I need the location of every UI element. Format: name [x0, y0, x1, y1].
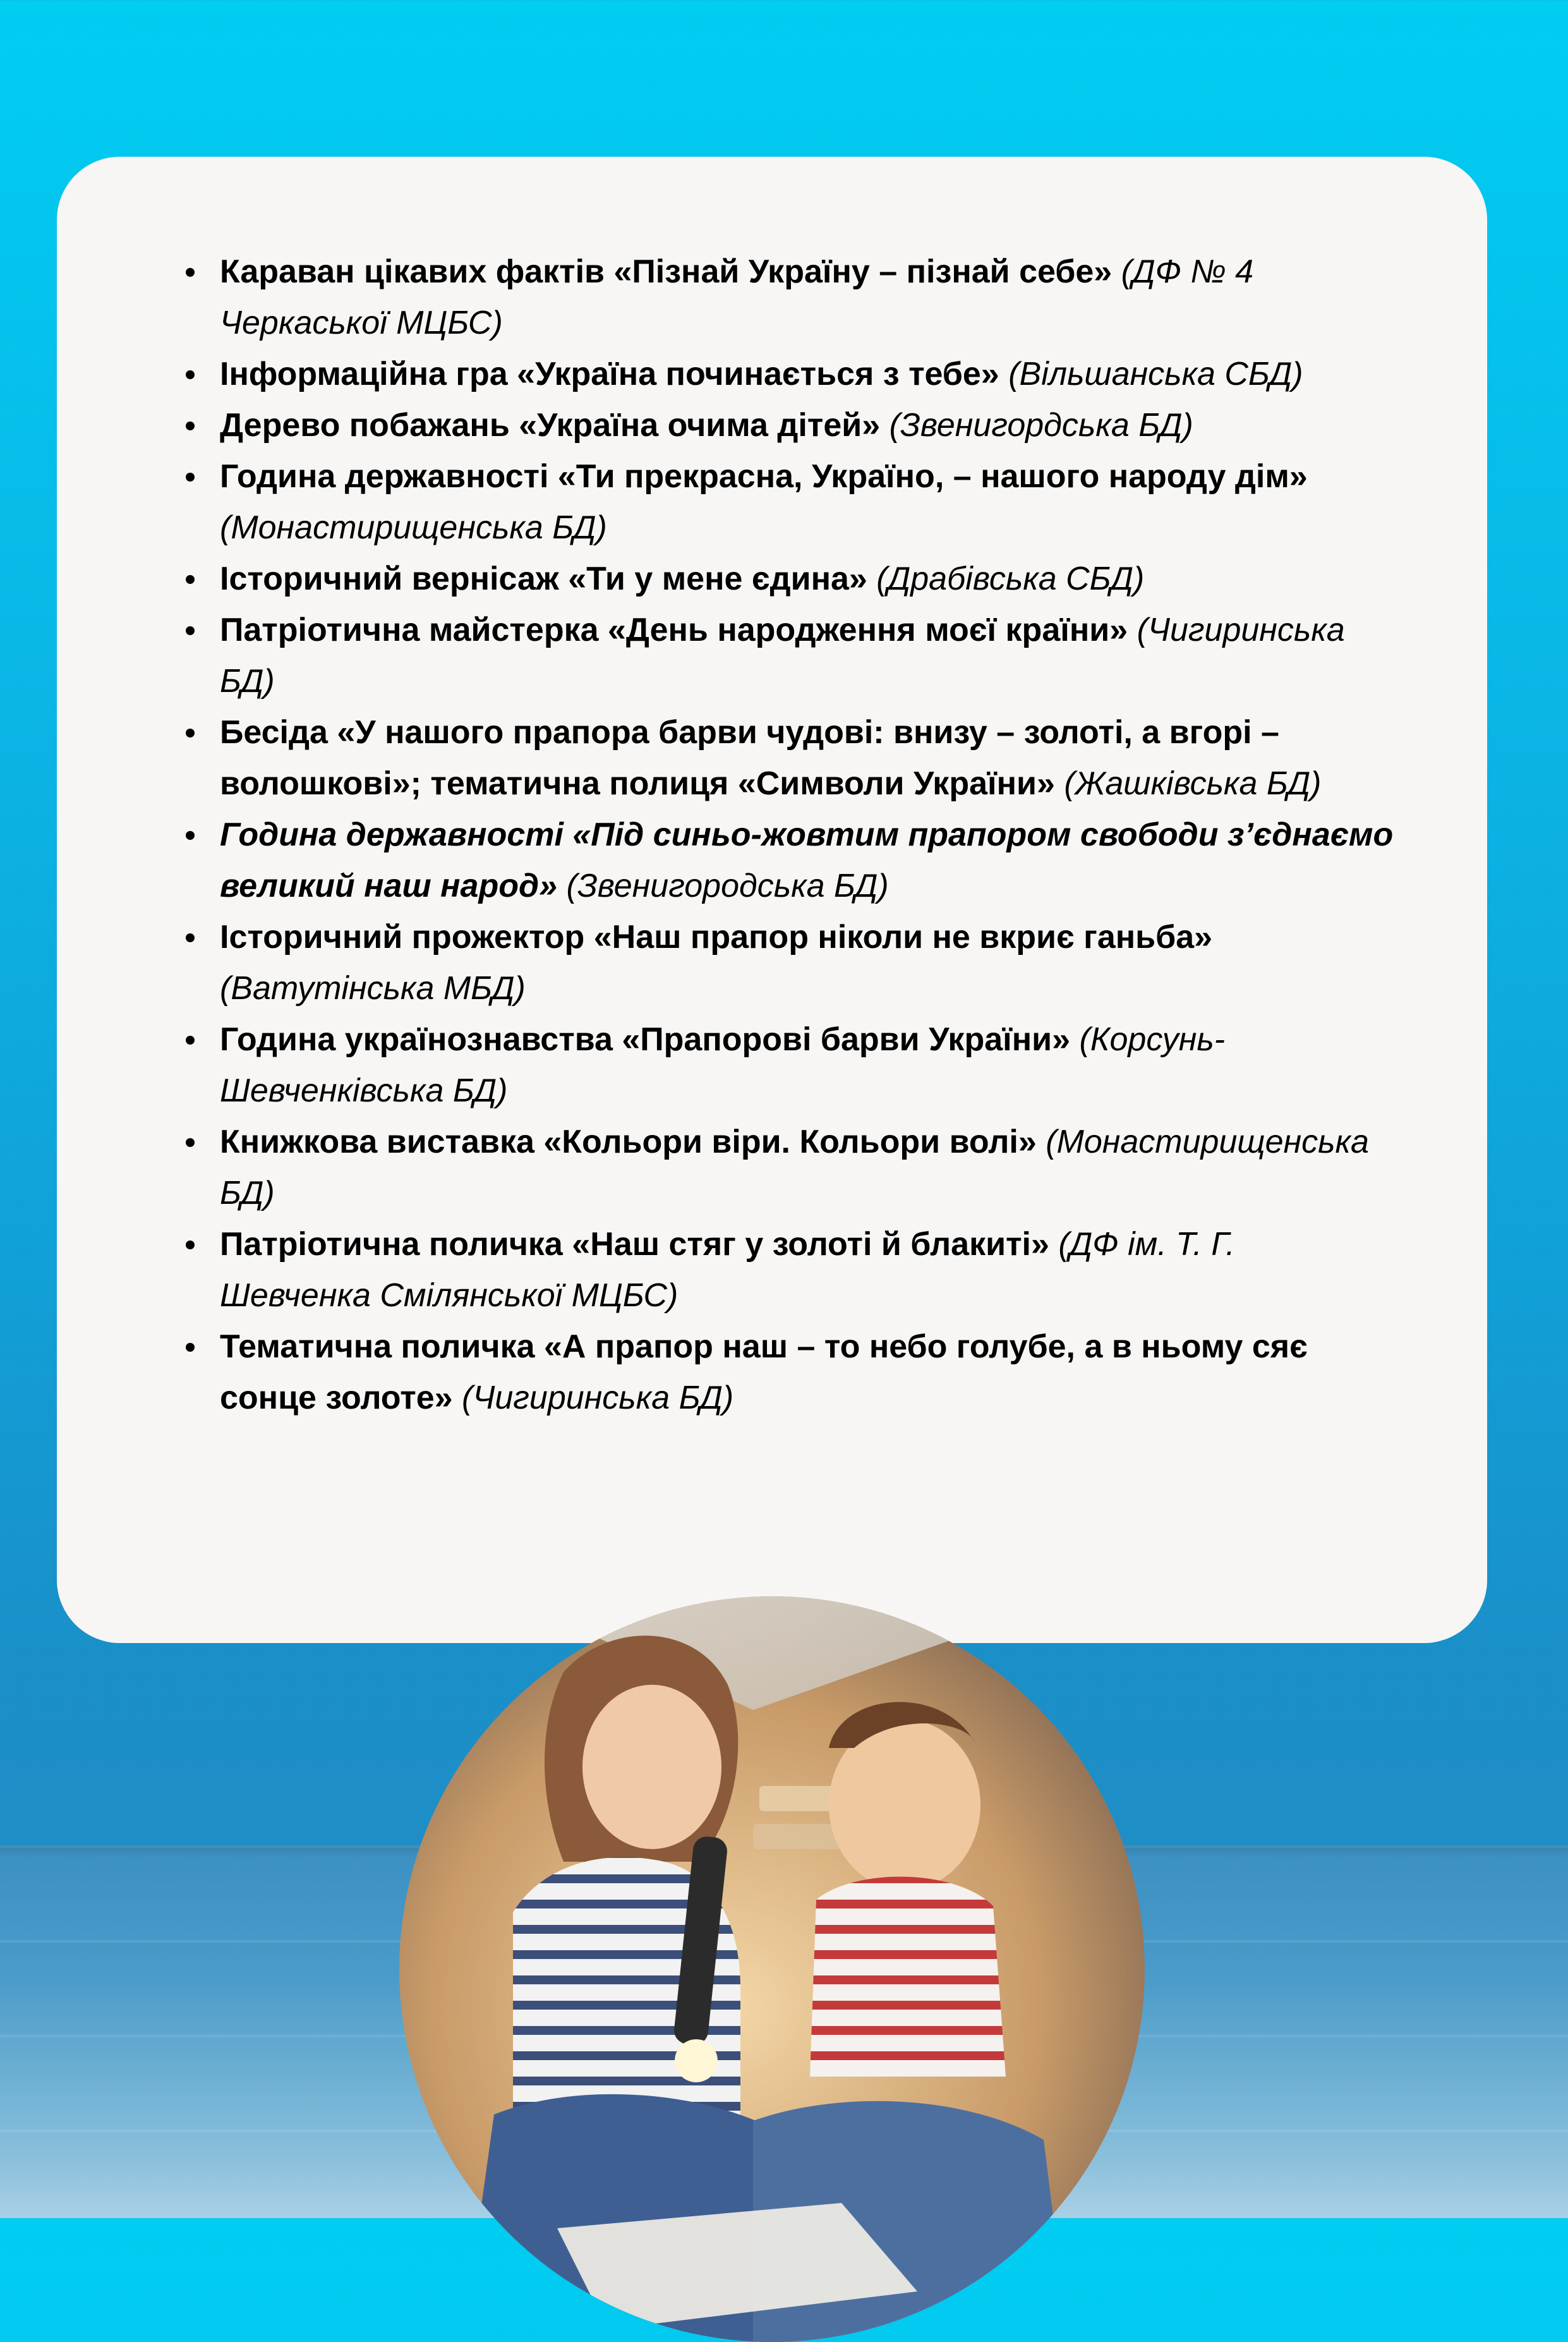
list-item	[163, 912, 1395, 1014]
list-item	[163, 605, 1395, 707]
item-source: (Ватутінська МБД)	[220, 970, 526, 1007]
item-source: (Чигиринська БД)	[220, 612, 1345, 700]
list-item	[163, 810, 1395, 912]
item-source: (Жашківська БД)	[1064, 765, 1322, 802]
list-item	[163, 1219, 1395, 1321]
item-title: Тематична поличка «А прапор наш – то небо голубе, а в ньому сяє сонце золоте»	[220, 1328, 1308, 1416]
list-item	[163, 1321, 1395, 1424]
list-item	[163, 349, 1395, 400]
item-source: (Монастирищенська БД)	[220, 1124, 1369, 1211]
list-item	[163, 1014, 1395, 1117]
item-source: (ДФ № 4 Черкаської МЦБС)	[220, 253, 1254, 341]
item-source: (Монастирищенська БД)	[220, 509, 607, 546]
item-source: (Вільшанська СБД)	[1008, 356, 1303, 392]
item-source: (ДФ ім. Т. Г. Шевченка Смілянської МЦБС)	[220, 1226, 1235, 1314]
item-source: (Драбівська СБД)	[876, 561, 1145, 597]
list-item	[163, 1117, 1395, 1219]
item-source: (Звенигородська БД)	[566, 868, 889, 904]
item-source: (Звенигордська БД)	[889, 407, 1193, 444]
item-title: Караван цікавих фактів «Пізнай Україну – пізнай себе»	[220, 253, 1113, 290]
item-title: Інформаційна гра «Україна починається з тебе»	[220, 356, 999, 392]
item-title: Година державності «Ти прекрасна, Україно, – нашого народу дім»	[220, 458, 1308, 495]
item-title: Патріотична майстерка «День народження моєї країни»	[220, 612, 1128, 648]
item-title: Історичний прожектор «Наш прапор ніколи не вкриє ганьба»	[220, 919, 1213, 956]
item-source: (Чигиринська БД)	[462, 1380, 734, 1416]
item-title: Бесіда «У нашого прапора барви чудові: внизу – золоті, а вгорі – волошкові»; тематична полиця «Символи України»	[220, 714, 1279, 802]
children-reading-photo	[399, 1596, 1145, 2342]
list-item	[163, 400, 1395, 451]
list-item	[163, 707, 1395, 810]
list-item	[163, 451, 1395, 554]
list-item	[163, 246, 1395, 349]
item-title: Історичний вернісаж «Ти у мене єдина»	[220, 561, 867, 597]
event-list	[163, 246, 1395, 1424]
list-item	[163, 554, 1395, 605]
item-title: Книжкова виставка «Кольори віри. Кольори волі»	[220, 1124, 1037, 1160]
item-title: Дерево побажань «Україна очима дітей»	[220, 407, 881, 444]
item-source: (Корсунь-Шевченківська БД)	[220, 1021, 1226, 1109]
item-title: Година українознавства «Прапорові барви України»	[220, 1021, 1071, 1058]
item-title: Година державності «Під синьо-жовтим прапором свободи з’єднаємо великий наш народ»	[220, 816, 1394, 904]
item-title: Патріотична поличка «Наш стяг у золоті й блакиті»	[220, 1226, 1049, 1263]
